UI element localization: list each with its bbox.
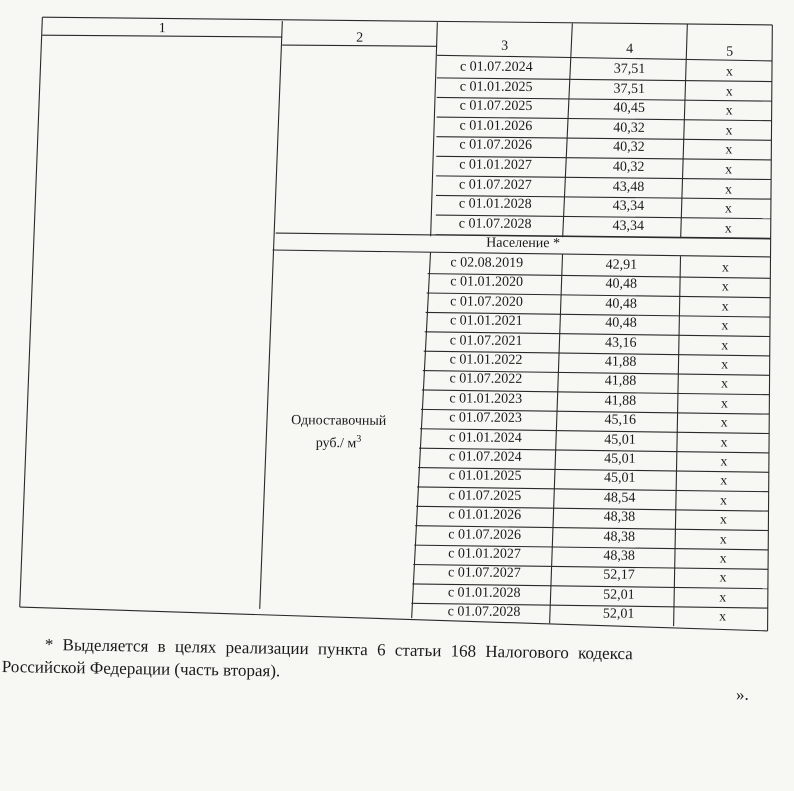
- group2_rows-date-18: с 01.07.2028: [447, 604, 521, 621]
- group2_rows-mark-13: х: [719, 512, 727, 528]
- group1_rows-value-1: 37,51: [613, 81, 646, 97]
- group2_rows-date-16: с 01.07.2027: [447, 565, 521, 582]
- group1_rows-date-0: с 01.07.2024: [459, 59, 533, 76]
- group2_rows-mark-6: х: [720, 376, 729, 392]
- group1_rows-mark-5: х: [725, 162, 733, 178]
- group2_rows-mark-10: х: [720, 454, 728, 470]
- group2_rows-date-9: с 01.01.2024: [449, 429, 522, 446]
- col1-col2-separator: [260, 21, 283, 609]
- group2_rows-date-6: с 01.07.2022: [449, 371, 523, 388]
- group2_rows-mark-14: х: [719, 532, 727, 548]
- header-col-3: 3: [501, 38, 509, 54]
- group2_rows-mark-3: х: [721, 318, 729, 334]
- group2_rows-date-14: с 01.07.2026: [448, 526, 522, 543]
- group2_rows-value-18: 52,01: [602, 606, 635, 623]
- col2-col3-separator-upper: [431, 22, 438, 236]
- group1_rows-value-0: 37,51: [613, 61, 646, 77]
- group2_rows-value-16: 52,17: [603, 567, 635, 584]
- group2_rows-date-12: с 01.07.2025: [448, 488, 522, 504]
- group1_rows-date-1: с 01.01.2025: [459, 79, 533, 95]
- group2_rows-mark-8: х: [720, 415, 728, 431]
- group2_rows-date-5: с 01.01.2022: [449, 352, 523, 368]
- group2_rows-date-11: с 01.01.2025: [448, 468, 522, 485]
- group2_rows-value-5: 41,88: [604, 354, 637, 370]
- group2_rows-date-10: с 01.07.2024: [448, 449, 522, 465]
- group1_rows-mark-0: х: [725, 64, 734, 80]
- group2_rows-value-10: 45,01: [604, 451, 636, 467]
- group2_rows-value-17: 52,01: [603, 587, 635, 603]
- group2_rows-mark-9: х: [720, 435, 728, 451]
- group2_rows-date-2: с 01.07.2020: [450, 294, 523, 310]
- group2_rows-mark-18: х: [719, 609, 727, 625]
- group1_rows-date-8: с 01.07.2028: [458, 216, 532, 232]
- tariff-type-cell: [261, 412, 416, 454]
- group1_rows-value-2: 40,45: [613, 100, 645, 117]
- group2_rows-value-12: 48,54: [603, 490, 636, 506]
- group2_rows-mark-16: х: [719, 570, 727, 586]
- section-title: Население *: [486, 235, 561, 252]
- group1_rows-mark-2: х: [725, 103, 733, 119]
- group1_rows-value-5: 40,32: [612, 159, 645, 175]
- group1_rows-mark-4: х: [725, 142, 733, 158]
- group2_rows-value-1: 40,48: [605, 277, 638, 293]
- group2_rows-date-0: с 02.08.2019: [450, 255, 524, 271]
- group2_rows-value-14: 48,38: [603, 529, 636, 545]
- group2_rows-date-4: с 01.07.2021: [449, 332, 523, 349]
- group1_rows-value-7: 43,34: [612, 198, 645, 215]
- group2_rows-date-3: с 01.01.2021: [449, 313, 523, 330]
- group1_rows-value-3: 40,32: [613, 120, 645, 136]
- group2_rows-value-7: 41,88: [604, 393, 637, 409]
- group1_rows-date-2: с 01.07.2025: [459, 98, 533, 115]
- footnote-line-1: * Выделяется в целях реализации пункта 6 статьи 168 Налогового кодекса: [44, 634, 633, 664]
- header-col-4: 4: [626, 41, 634, 57]
- group2_rows-mark-11: х: [720, 473, 728, 489]
- group2_rows-date-13: с 01.01.2026: [448, 507, 522, 524]
- group2_rows-value-2: 40,48: [605, 296, 637, 312]
- group1_rows-value-4: 40,32: [613, 140, 645, 156]
- table-left-border: [20, 17, 43, 607]
- group2_rows-date-1: с 01.01.2020: [450, 274, 524, 291]
- group1_rows-value-6: 43,48: [612, 179, 645, 195]
- header-col-5: 5: [726, 44, 734, 60]
- group2_rows-date-17: с 01.01.2028: [447, 585, 521, 601]
- group2_rows-mark-1: х: [721, 279, 729, 295]
- group1_rows-date-5: с 01.01.2027: [459, 157, 532, 174]
- group2_rows-date-7: с 01.01.2023: [449, 391, 523, 407]
- group1_rows-value-8: 43,34: [612, 218, 645, 234]
- header-col-1: 1: [158, 21, 166, 37]
- group2_rows-mark-4: х: [721, 338, 729, 354]
- group1_rows-mark-7: х: [724, 201, 732, 217]
- group2_rows-value-11: 45,01: [603, 470, 636, 487]
- group2_rows-value-13: 48,38: [603, 509, 636, 526]
- footnote-line-2: Российской Федерации (часть вторая).: [1, 656, 281, 681]
- group2_rows-value-6: 41,88: [604, 374, 637, 390]
- quote-closing: ».: [736, 685, 749, 704]
- group2_rows-mark-5: х: [721, 357, 729, 373]
- group2_rows-mark-12: х: [720, 493, 728, 509]
- group2_rows-value-15: 48,38: [603, 548, 635, 564]
- group2_rows-value-8: 45,16: [604, 412, 637, 429]
- group2_rows-value-9: 45,01: [604, 432, 636, 448]
- group1_rows-mark-1: х: [725, 84, 733, 100]
- group2_rows-mark-2: х: [721, 299, 729, 315]
- group2_rows-value-0: 42,91: [605, 257, 638, 273]
- group1_rows-date-7: с 01.01.2028: [458, 196, 532, 213]
- tariff-type-label: Одноставочный: [291, 413, 387, 429]
- group1_rows-date-6: с 01.07.2027: [459, 177, 532, 193]
- group1_rows-date-3: с 01.01.2026: [459, 118, 533, 134]
- group1_rows-date-4: с 01.07.2026: [459, 137, 533, 154]
- group2_rows-mark-7: х: [720, 396, 728, 412]
- group2_rows-value-3: 40,48: [605, 315, 637, 332]
- group2_rows-date-8: с 01.07.2023: [449, 410, 523, 427]
- group2_rows-date-15: с 01.01.2027: [448, 546, 521, 562]
- group2_rows-mark-0: х: [721, 260, 729, 276]
- tariff-unit: руб./ $м^3$: [315, 433, 362, 452]
- group2_rows-value-4: 43,16: [605, 335, 637, 351]
- group1_rows-mark-8: х: [724, 221, 732, 237]
- header-col-2: 2: [356, 30, 364, 46]
- group2_rows-mark-15: х: [719, 551, 727, 567]
- group2_rows-mark-17: х: [719, 590, 727, 606]
- group1_rows-mark-6: х: [724, 182, 733, 198]
- group1_rows-mark-3: х: [725, 123, 733, 139]
